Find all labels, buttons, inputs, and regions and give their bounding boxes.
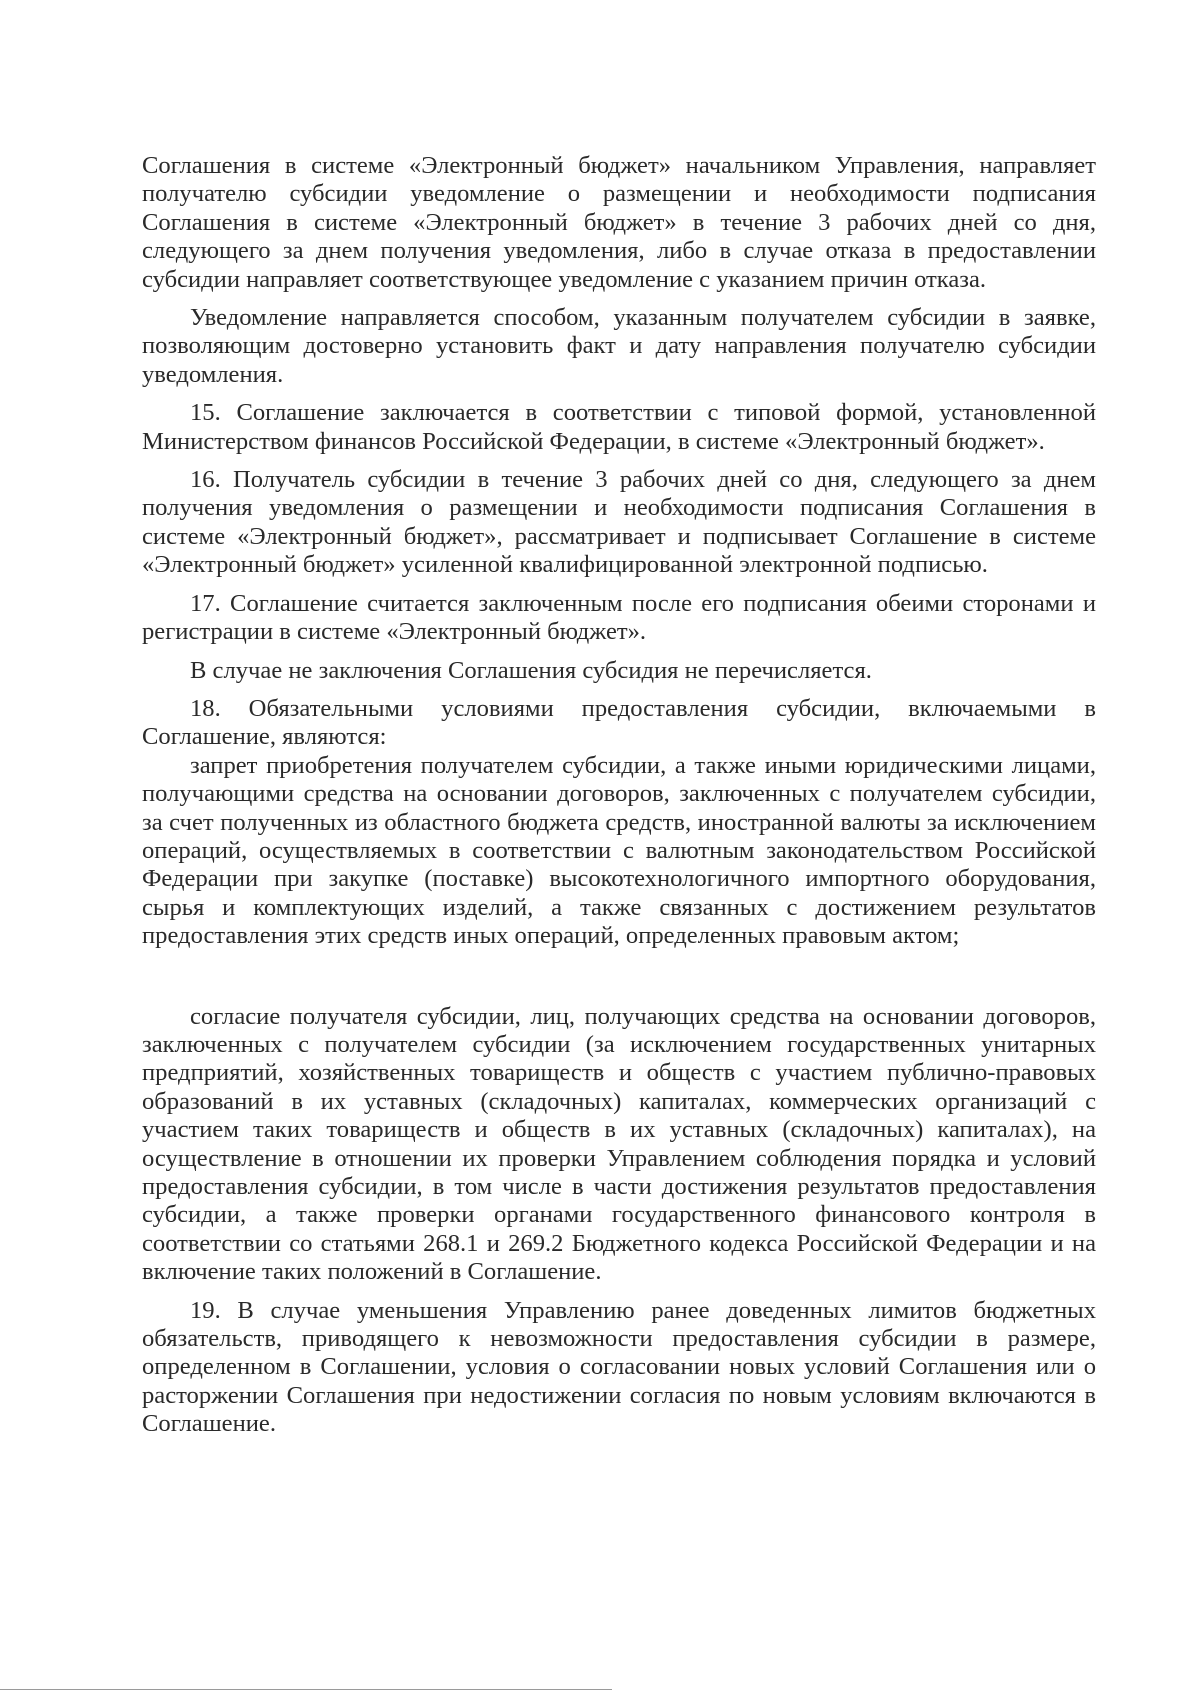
document-body: [142, 152, 1096, 1439]
paragraph-currency-ban: запрет приобретения получателем субсидии, а также иными юридическими лицами, получающими средства на основании договоров, заключенных с получателем субсидии, за счет полученных из областного бюджета средств, иностранной валюты за исключением операций, осуществляемых в соответствии с валютным законодательством Российской Федерации при закупке (поставке) высокотехнологичного импортного оборудования, сырья и комплектующих изделий, а также связанных с достижением результатов предоставления этих средств иных операций, определенных правовым актом;: [142, 751, 1096, 950]
paragraph-17: 17. Соглашение считается заключенным после его подписания обеими сторонами и регистрации в системе «Электронный бюджет».: [142, 589, 1096, 646]
paragraph-19: 19. В случае уменьшения Управлению ранее доведенных лимитов бюджетных обязательств, приводящего к невозможности предоставления субсидии в размере, определенном в Соглашении, условия о согласовании новых условий Соглашения или о расторжении Соглашения при недостижении согласия по новым условиям включаются в Соглашение.: [142, 1296, 1096, 1438]
paragraph-18: 18. Обязательными условиями предоставления субсидии, включаемыми в Соглашение, являются:: [142, 694, 1096, 751]
paragraph-16: 16. Получатель субсидии в течение 3 рабочих дней со дня, следующего за днем получения уведомления о размещении и необходимости подписания Соглашения в системе «Электронный бюджет», рассматривает и подписывает Соглашение в системе «Электронный бюджет» усиленной квалифицированной электронной подписью.: [142, 466, 1096, 579]
paragraph-notification-method: Уведомление направляется способом, указанным получателем субсидии в заявке, позволяющим достоверно установить факт и дату направления получателю субсидии уведомления.: [142, 304, 1096, 388]
paragraph-15: 15. Соглашение заключается в соответствии с типовой формой, установленной Министерством финансов Российской Федерации, в системе «Электронный бюджет».: [142, 399, 1096, 455]
paragraph-consent: согласие получателя субсидии, лиц, получающих средства на основании договоров, заключенных с получателем субсидии (за исключением государственных унитарных предприятий, хозяйственных товариществ и обществ с участием публично-правовых образований в их уставных (складочных) капиталах, коммерческих организаций с участием таких товариществ и обществ в их уставных (складочных) капиталах), на осуществление в отношении их проверки Управлением соблюдения порядка и условий предоставления субсидии, в том числе в части достижения результатов предоставления субсидии, а также проверки органами государственного финансового контроля в соответствии со статьями 268.1 и 269.2 Бюджетного кодекса Российской Федерации и на включение таких положений в Соглашение.: [142, 1002, 1096, 1286]
bottom-rule: [0, 1689, 612, 1690]
paragraph-no-agreement: В случае не заключения Соглашения субсидия не перечисляется.: [190, 656, 872, 684]
paragraph-continuation: Соглашения в системе «Электронный бюджет» начальником Управления, направляет получателю субсидии уведомление о размещении и необходимости подписания Соглашения в системе «Электронный бюджет» в течение 3 рабочих дней со дня, следующего за днем получения уведомления, либо в случае отказа в предоставлении субсидии направляет соответствующее уведомление с указанием причин отказа.: [142, 152, 1096, 293]
